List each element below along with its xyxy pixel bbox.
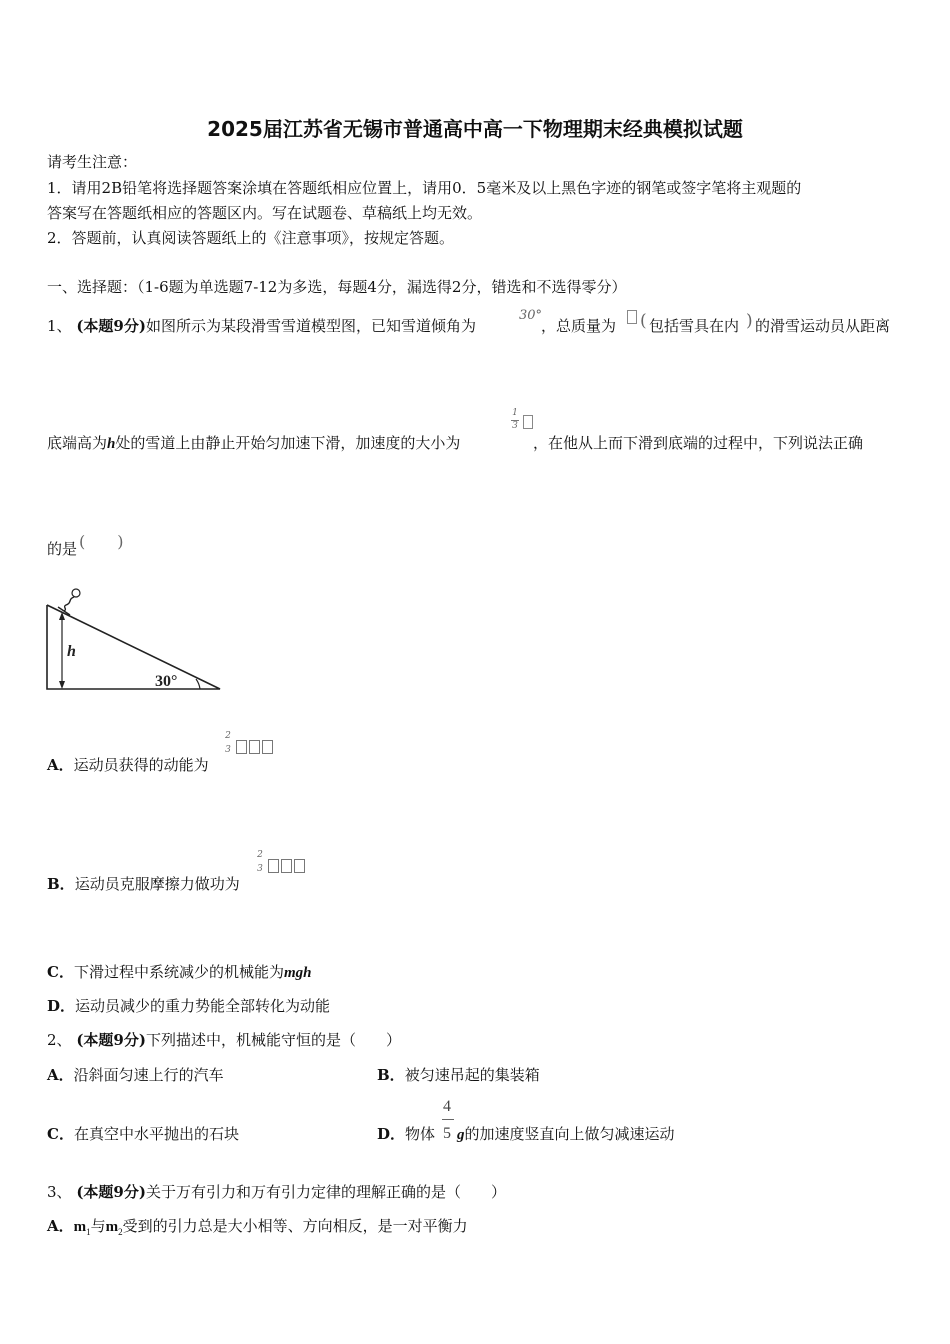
question-1-text-c: 包括雪具在内 [649, 317, 740, 335]
mass-placeholder [627, 310, 637, 324]
question-1-text-d: 的滑雪运动员从距离 [755, 317, 891, 335]
q2-option-d-rest [457, 1124, 675, 1145]
notice-heading: 请考生注意： [47, 153, 138, 171]
page-title: 2025届江苏省无锡市普通高中高一下物理期末经典模拟试题 [207, 117, 743, 141]
expression-placeholder [236, 736, 275, 755]
q1-option-a[interactable] [47, 755, 209, 775]
connector-text: 与 [90, 1217, 106, 1235]
option-text: 沿斜面匀速上行的汽车 [73, 1066, 224, 1084]
option-label: B． [47, 875, 75, 893]
question-1-line-2b: 处的雪道上由静止开始匀加速下滑，加速度的大小为 [115, 434, 461, 452]
question-2 [47, 1030, 401, 1050]
option-label: C． [47, 1125, 74, 1143]
option-text-post: 的加速度竖直向上做匀减速运动 [464, 1125, 675, 1143]
height-label: h [67, 643, 76, 660]
question-1-line-2a: 底端高为 [47, 434, 108, 452]
q1-option-c[interactable] [47, 962, 311, 983]
option-label: B． [377, 1066, 405, 1084]
question-number: 3、 [47, 1183, 72, 1201]
question-score: (本题9分) [76, 1031, 146, 1049]
option-text: 运动员减少的重力势能全部转化为动能 [75, 997, 331, 1015]
option-label: A． [47, 1217, 74, 1235]
question-1-text-a: 如图所示为某段滑雪雪道模型图，已知雪道倾角为 [145, 317, 476, 335]
question-1-line-1 [47, 316, 476, 336]
fraction-denominator: 3 [225, 745, 231, 755]
subscript-1: 1 [86, 1227, 91, 1237]
option-label: D． [47, 997, 76, 1015]
q3-option-a[interactable] [47, 1216, 468, 1242]
question-number: 1、 [47, 317, 72, 335]
fraction-numerator: 1 [512, 408, 518, 418]
option-text: 受到的引力总是大小相等、方向相反，是一对平衡力 [122, 1217, 468, 1235]
subscript-2: 2 [118, 1227, 123, 1237]
notice-line-1a: 1．请用2B铅笔将选择题答案涂填在答题纸相应位置上，请用0．5毫米及以上黑色字迹的钢笔或签字笔将主观题的 [47, 179, 802, 197]
fraction-numerator: 2 [257, 850, 263, 860]
option-text-pre: 物体 [405, 1125, 436, 1143]
notice-line-2: 2．答题前，认真阅读答题纸上的《注意事项》，按规定答题。 [47, 229, 455, 247]
question-3 [47, 1182, 506, 1202]
q1-option-b[interactable] [47, 874, 240, 894]
expression-placeholder [268, 855, 307, 874]
option-label: A． [47, 756, 74, 774]
mass-symbol-1: m [73, 1219, 87, 1235]
option-text: 运动员获得的动能为 [73, 756, 209, 774]
q2-option-c[interactable] [47, 1124, 239, 1144]
option-label: D． [377, 1125, 406, 1143]
mass-symbol-2: m [105, 1219, 119, 1235]
angle-value: 30° [519, 308, 543, 323]
fraction-denominator: 5 [443, 1125, 451, 1142]
option-text: 在真空中水平抛出的石块 [73, 1125, 239, 1143]
paren-open: ( [640, 311, 647, 331]
question-1-line-3: 的是 [47, 540, 78, 558]
fraction-denominator: 3 [512, 421, 518, 431]
paren-close: ) [746, 311, 753, 331]
q2-option-d[interactable] [377, 1124, 435, 1144]
question-number: 2、 [47, 1031, 72, 1049]
angle-arc [196, 679, 200, 689]
question-text: 关于万有引力和万有引力定律的理解正确的是（ ） [145, 1183, 506, 1201]
option-text: 被匀速吊起的集装箱 [404, 1066, 540, 1084]
question-score: (本题9分) [76, 1183, 146, 1201]
fraction-numerator: 2 [225, 731, 231, 741]
option-label: A． [47, 1066, 74, 1084]
section-heading: 一、选择题：（1-6题为单选题7-12为多选，每题4分，漏选得2分，错选和不选得零分） [47, 278, 627, 296]
arrow-head-bottom [59, 681, 65, 689]
slope-figure [40, 585, 230, 697]
q2-option-a[interactable] [47, 1065, 224, 1085]
gravity-placeholder [523, 415, 533, 429]
question-text: 下列描述中，机械能守恒的是（ ） [145, 1031, 401, 1049]
question-1-line-2 [47, 433, 460, 454]
skier-body [64, 597, 74, 611]
q1-option-d[interactable] [47, 996, 330, 1016]
fraction-numerator: 4 [443, 1098, 451, 1115]
skier-head [72, 589, 80, 597]
question-score: (本题9分) [76, 317, 146, 335]
question-1-text-b: ，总质量为 [541, 317, 617, 335]
gravity-symbol: g [457, 1127, 465, 1143]
option-text: 运动员克服摩擦力做功为 [74, 875, 240, 893]
option-label: C． [47, 963, 74, 981]
option-text: 下滑过程中系统减少的机械能为 [73, 963, 284, 981]
fraction-bar [442, 1119, 454, 1120]
q2-option-b[interactable] [377, 1065, 540, 1085]
option-expression: mgh [283, 965, 312, 981]
notice-line-1b: 答案写在答题纸相应的答题区内。写在试题卷、草稿纸上均无效。 [47, 204, 483, 222]
question-1-line-2c: ，在他从上而下滑到底端的过程中，下列说法正确 [533, 434, 864, 452]
angle-label: 30° [155, 673, 178, 690]
fraction-denominator: 3 [257, 864, 263, 874]
height-symbol: h [107, 436, 116, 452]
answer-blank: ( ) [79, 532, 124, 551]
